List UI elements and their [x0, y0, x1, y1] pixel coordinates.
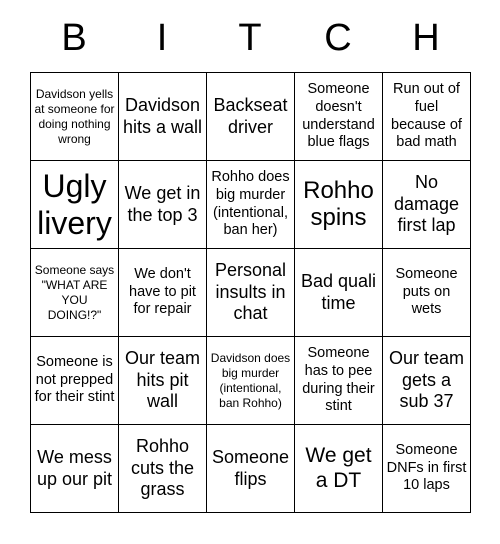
bingo-cell[interactable]: Someone is not prepped for their stint: [31, 337, 119, 425]
bingo-cell[interactable]: Rohho does big murder (intentional, ban her): [207, 161, 295, 249]
bingo-cell[interactable]: Rohho cuts the grass: [119, 425, 207, 513]
bingo-cell[interactable]: We get a DT: [295, 425, 383, 513]
bingo-cell[interactable]: Davidson does big murder (intentional, ban Rohho): [207, 337, 295, 425]
bingo-cell[interactable]: Davidson yells at someone for doing nothing wrong: [31, 73, 119, 161]
bingo-cell[interactable]: Rohho spins: [295, 161, 383, 249]
header-letter-c: C: [324, 17, 352, 59]
bingo-card: [30, 0, 471, 516]
bingo-cell[interactable]: Someone doesn't understand blue flags: [295, 73, 383, 161]
bingo-cell[interactable]: Someone says "WHAT ARE YOU DOING!?": [31, 249, 119, 337]
bingo-cell[interactable]: Someone DNFs in first 10 laps: [383, 425, 471, 513]
bingo-cell[interactable]: Someone flips: [207, 425, 295, 513]
header-letter-i: I: [156, 17, 168, 59]
bingo-cell[interactable]: Our team hits pit wall: [119, 337, 207, 425]
bingo-cell[interactable]: Someone has to pee during their stint: [295, 337, 383, 425]
bingo-cell[interactable]: Our team gets a sub 37: [383, 337, 471, 425]
bingo-cell[interactable]: Run out of fuel because of bad math: [383, 73, 471, 161]
bingo-cell[interactable]: Someone puts on wets: [383, 249, 471, 337]
bingo-cell[interactable]: We mess up our pit: [31, 425, 119, 513]
bingo-cell[interactable]: We get in the top 3: [119, 161, 207, 249]
bingo-cell[interactable]: No damage first lap: [383, 161, 471, 249]
bingo-cell[interactable]: Bad quali time: [295, 249, 383, 337]
header-letter-t: T: [238, 17, 262, 59]
header-letter-h: H: [412, 17, 440, 59]
bingo-cell[interactable]: Backseat driver: [207, 73, 295, 161]
bingo-grid: [30, 72, 471, 513]
header-letter-b: B: [61, 17, 87, 59]
bingo-cell[interactable]: Personal insults in chat: [207, 249, 295, 337]
bingo-header: [30, 0, 471, 72]
bingo-cell[interactable]: Ugly livery: [31, 161, 119, 249]
bingo-cell[interactable]: We don't have to pit for repair: [119, 249, 207, 337]
bingo-cell[interactable]: Davidson hits a wall: [119, 73, 207, 161]
